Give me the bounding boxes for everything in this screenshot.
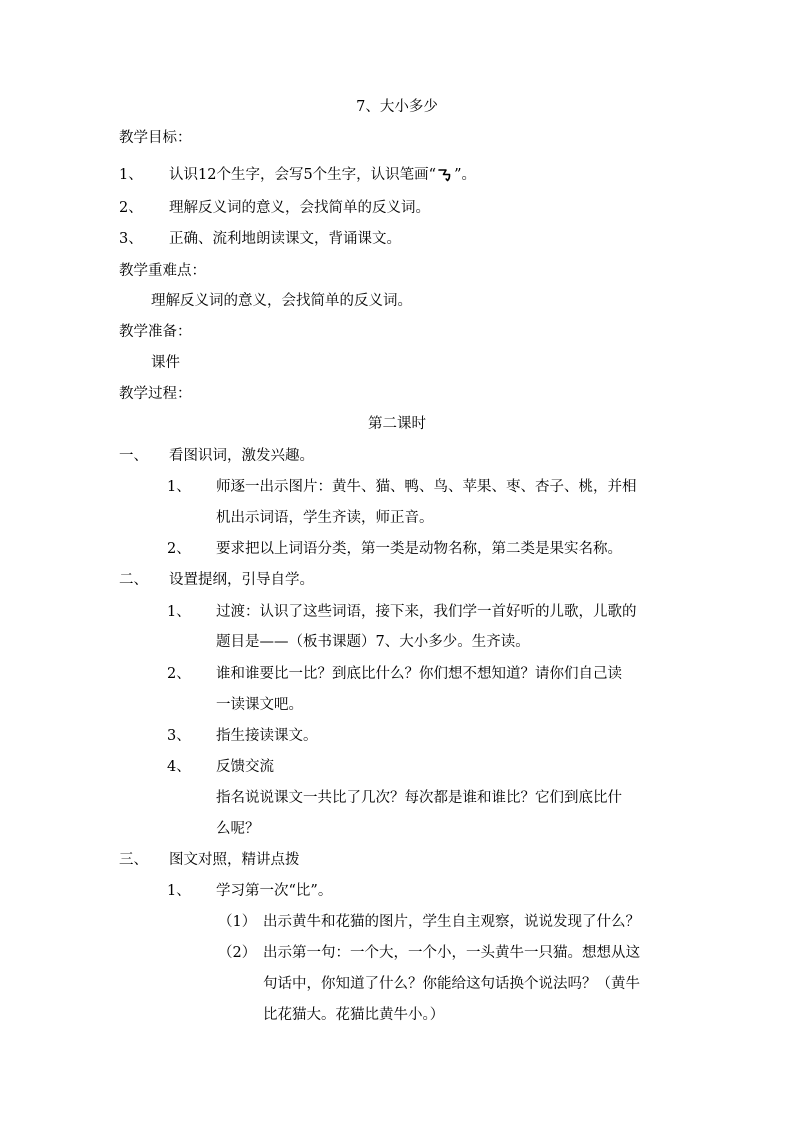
objective-2-number: 2、 xyxy=(119,200,143,216)
objective-3-text: 正确、流利地朗读课文，背诵课文。 xyxy=(169,231,401,247)
section-2-item-3-line-1: 指生接读课文。 xyxy=(216,728,318,744)
section-2-item-2-line-1: 谁和谁要比一比？到底比什么？你们想不想知道？请你们自己读 xyxy=(216,666,622,682)
section-3-title: 图文对照，精讲点拨 xyxy=(169,852,300,868)
section-1-item-1-line-1: 师逐一出示图片：黄牛、猫、鸭、鸟、苹果、枣、杏子、桃，并相 xyxy=(216,479,637,495)
section-2-item-4-line-1: 反馈交流 xyxy=(216,759,274,775)
section-2-item-2-line-2: 一读课文吧。 xyxy=(216,697,303,713)
objective-1-number: 1、 xyxy=(119,167,143,183)
subitem-2-line-1: 出示第一句：一个大，一个小，一头黄牛一只猫。想想从这 xyxy=(263,945,640,961)
section-1-title: 看图识词，激发兴趣。 xyxy=(169,448,314,464)
objective-1 xyxy=(169,165,476,185)
key-points-text: 理解反义词的意义，会找简单的反义词。 xyxy=(151,293,412,309)
subitem-2-line-3: 比花猫大。花猫比黄牛小。） xyxy=(263,1007,445,1023)
section-2-item-1-line-1: 过渡：认识了这些词语，接下来，我们学一首好听的儿歌，儿歌的 xyxy=(216,604,637,620)
section-2-number: 二、 xyxy=(119,572,148,588)
section-2-item-4-number: 4、 xyxy=(167,759,191,775)
section-1-item-2-line-1: 要求把以上词语分类，第一类是动物名称，第二类是果实名称。 xyxy=(216,541,622,557)
key-points-heading: 教学重难点： xyxy=(119,263,206,279)
objective-3-number: 3、 xyxy=(119,231,143,247)
objective-1-text-before: 认识12个生字，会写5个生字，认识笔画“ xyxy=(169,167,437,183)
section-2-item-2-number: 2、 xyxy=(167,666,191,682)
process-heading: 教学过程： xyxy=(119,386,192,402)
heng-zhe-zhe-gou-stroke-icon xyxy=(437,166,453,182)
preparation-heading: 教学准备： xyxy=(119,324,192,340)
objective-1-text-after: ”。 xyxy=(454,167,477,183)
section-2-item-4-line-2: 指名说说课文一共比了几次？每次都是谁和谁比？它们到底比什 xyxy=(216,790,622,806)
section-3-item-1-line-1: 学习第一次“比”。 xyxy=(216,883,333,899)
section-3-item-1-number: 1、 xyxy=(167,883,191,899)
subitem-1-number: （1） xyxy=(218,914,257,930)
session-title: 第二课时 xyxy=(368,416,426,432)
section-2-item-1-line-2: 题目是——（板书课题）7、大小多少。生齐读。 xyxy=(216,634,530,650)
preparation-text: 课件 xyxy=(151,355,180,371)
section-1-item-2-number: 2、 xyxy=(167,541,191,557)
page-title: 7、大小多少 xyxy=(356,99,438,115)
section-2-item-4-line-3: 么呢？ xyxy=(216,821,260,837)
section-1-item-1-number: 1、 xyxy=(167,479,191,495)
section-2-item-1-number: 1、 xyxy=(167,604,191,620)
subitem-1-line-1: 出示黄牛和花猫的图片，学生自主观察，说说发现了什么？ xyxy=(263,914,640,930)
objectives-heading: 教学目标： xyxy=(119,130,192,146)
subitem-2-line-2: 句话中，你知道了什么？你能给这句话换个说法吗？（黄牛 xyxy=(263,976,640,992)
section-3-number: 三、 xyxy=(119,852,148,868)
section-1-item-1-line-2: 机出示词语，学生齐读，师正音。 xyxy=(216,510,434,526)
section-2-item-3-number: 3、 xyxy=(167,728,191,744)
subitem-2-number: （2） xyxy=(218,945,257,961)
section-2-title: 设置提纲，引导自学。 xyxy=(169,572,314,588)
objective-2-text: 理解反义词的意义，会找简单的反义词。 xyxy=(169,200,430,216)
section-1-number: 一、 xyxy=(119,448,148,464)
